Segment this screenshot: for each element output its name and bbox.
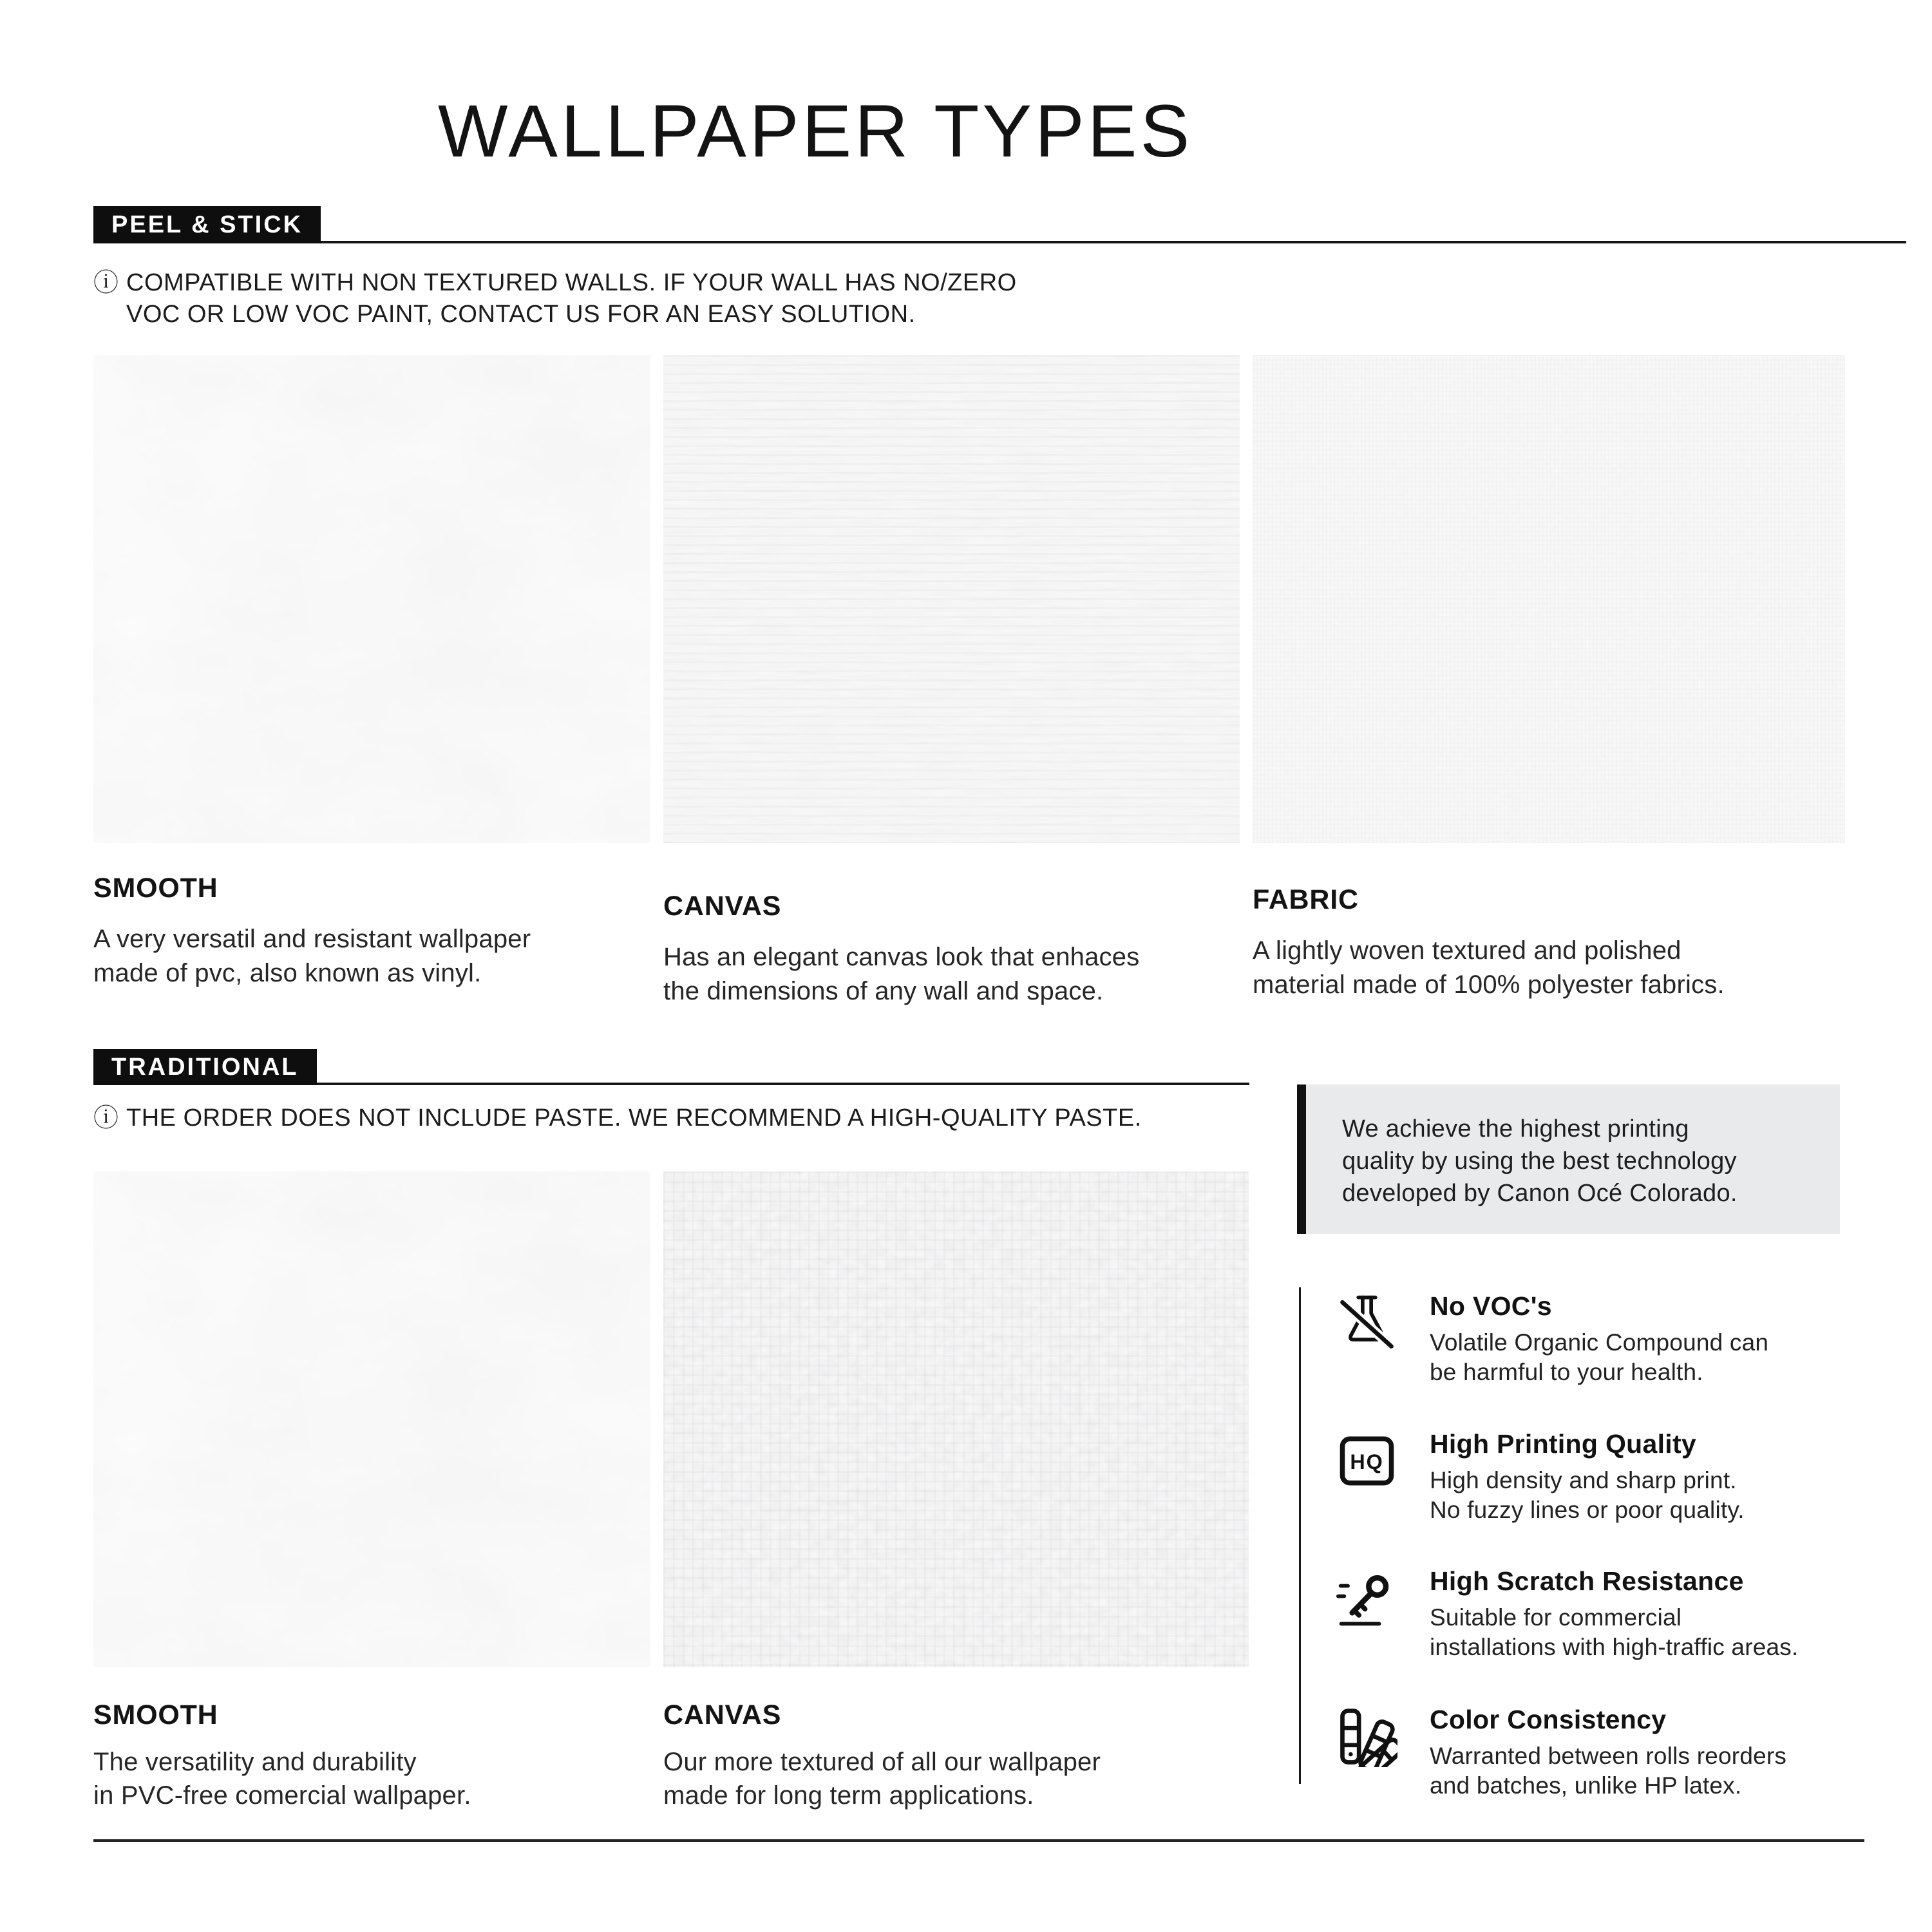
features-list: [1336, 1291, 1903, 1871]
burlap-texture: [663, 1171, 1249, 1667]
traditional-header-rule: [317, 1049, 1249, 1085]
canvas-weave-swatch: [663, 355, 1240, 843]
feature-high-printing-quality: [1336, 1429, 1745, 1525]
smooth-commercial-swatch: [93, 1171, 650, 1667]
swatch-card-fabric: [1253, 355, 1845, 1009]
desc-line: Has an elegant canvas look that enhaces: [663, 943, 1140, 971]
swatch-card-smooth-traditional: [93, 1171, 650, 1812]
feature-description: [1430, 1603, 1798, 1662]
desc-line: and batches, unlike HP latex.: [1430, 1772, 1742, 1799]
feature-no-voc: [1336, 1291, 1768, 1387]
feature-text: [1430, 1291, 1768, 1387]
desc-line: A very versatil and resistant wallpaper: [93, 925, 531, 953]
swatch-description: [1253, 934, 1845, 1002]
features-divider-line: [1299, 1287, 1301, 1784]
feature-title: High Printing Quality: [1430, 1429, 1697, 1459]
panel-accent-bar: [1297, 1084, 1306, 1234]
swatch-description: [663, 1745, 1249, 1812]
statement-line: We achieve the highest printing: [1342, 1115, 1689, 1142]
desc-line: Warranted between rolls reorders: [1430, 1743, 1787, 1769]
smooth-texture: [93, 355, 650, 843]
desc-line: in PVC-free comercial wallpaper.: [93, 1781, 471, 1810]
color-swatchbook-icon: [1336, 1706, 1397, 1767]
desc-line: The versatility and durability: [93, 1748, 417, 1776]
swatch-description: [93, 1745, 650, 1812]
feature-title: Color Consistency: [1430, 1705, 1667, 1734]
desc-line: Volatile Organic Compound can: [1430, 1329, 1769, 1356]
swatch-title: SMOOTH: [93, 873, 218, 904]
peel-stick-swatch-row: [93, 355, 1845, 1009]
feature-description: [1430, 1466, 1745, 1525]
swatch-card-canvas-traditional: [663, 1171, 1249, 1812]
swatch-card-canvas: [663, 355, 1240, 1009]
desc-line: the dimensions of any wall and space.: [663, 977, 1104, 1005]
desc-line: No fuzzy lines or poor quality.: [1430, 1497, 1745, 1523]
desc-line: A lightly woven textured and polished: [1253, 936, 1681, 965]
swatch-title: SMOOTH: [93, 1700, 218, 1730]
swatch-title: CANVAS: [663, 1700, 782, 1730]
peel-stick-section-header: [93, 206, 1906, 243]
statement-line: developed by Canon Océ Colorado.: [1342, 1180, 1738, 1207]
peel-stick-badge: PEEL & STICK: [93, 206, 321, 243]
peel-stick-note-text: [126, 267, 1017, 330]
rough-canvas-swatch: [663, 1171, 1249, 1667]
desc-line: Suitable for commercial: [1430, 1604, 1682, 1631]
statement-line: quality by using the best technology: [1342, 1148, 1737, 1175]
peel-stick-note: [93, 267, 1124, 330]
no-voc-flask-icon: [1336, 1293, 1397, 1354]
feature-text: [1430, 1566, 1798, 1662]
feature-description: [1430, 1328, 1768, 1387]
swatch-title: CANVAS: [663, 891, 782, 922]
desc-line: be harmful to your health.: [1430, 1359, 1703, 1385]
traditional-swatch-row: [93, 1171, 1249, 1812]
desc-line: High density and sharp print.: [1430, 1467, 1737, 1493]
note-line: COMPATIBLE WITH NON TEXTURED WALLS. IF YOUR WALL HAS NO/ZERO: [126, 269, 1017, 296]
feature-text: [1430, 1705, 1786, 1801]
smooth-vinyl-swatch: [93, 355, 650, 843]
scratch-resistance-key-icon: [1336, 1567, 1397, 1629]
swatch-description: [93, 922, 650, 990]
hq-badge-icon: [1336, 1430, 1397, 1492]
swatch-description: [663, 940, 1240, 1009]
smooth-texture: [93, 1171, 650, 1667]
desc-line: Our more textured of all our wallpaper: [663, 1748, 1101, 1776]
panel-statement: [1306, 1084, 1840, 1234]
swatch-card-smooth: [93, 355, 650, 1009]
traditional-note-text: [126, 1103, 1142, 1134]
desc-line: material made of 100% polyester fabrics.: [1253, 971, 1725, 999]
svg-text:HQ: HQ: [1350, 1450, 1384, 1473]
canvas-texture: [663, 355, 1240, 843]
desc-line: made of pvc, also known as vinyl.: [93, 959, 482, 987]
feature-scratch-resistance: [1336, 1566, 1798, 1662]
note-line: VOC OR LOW VOC PAINT, CONTACT US FOR AN EASY SOLUTION.: [126, 301, 916, 328]
polyester-fabric-swatch: [1253, 355, 1845, 843]
feature-color-consistency: [1336, 1705, 1786, 1801]
printing-quality-panel: [1297, 1084, 1840, 1234]
swatch-title: FABRIC: [1253, 884, 1359, 915]
info-icon: ⓘ: [93, 269, 119, 297]
desc-line: made for long term applications.: [663, 1781, 1034, 1810]
info-icon: ⓘ: [93, 1104, 119, 1132]
traditional-section-header: [93, 1049, 1249, 1085]
feature-description: [1430, 1741, 1786, 1801]
traditional-badge: TRADITIONAL: [93, 1049, 317, 1085]
traditional-note: [93, 1103, 1317, 1134]
note-line: THE ORDER DOES NOT INCLUDE PASTE. WE RECOMMEND A HIGH-QUALITY PASTE.: [126, 1104, 1142, 1132]
feature-title: High Scratch Resistance: [1430, 1566, 1744, 1596]
feature-title: No VOC's: [1430, 1291, 1552, 1321]
feature-text: [1430, 1429, 1745, 1525]
fabric-texture: [1253, 355, 1845, 843]
page-title: WALLPAPER TYPES: [438, 90, 1193, 173]
desc-line: installations with high-traffic areas.: [1430, 1634, 1799, 1660]
peel-stick-header-rule: [321, 206, 1906, 243]
bottom-divider-rule: [93, 1839, 1864, 1842]
